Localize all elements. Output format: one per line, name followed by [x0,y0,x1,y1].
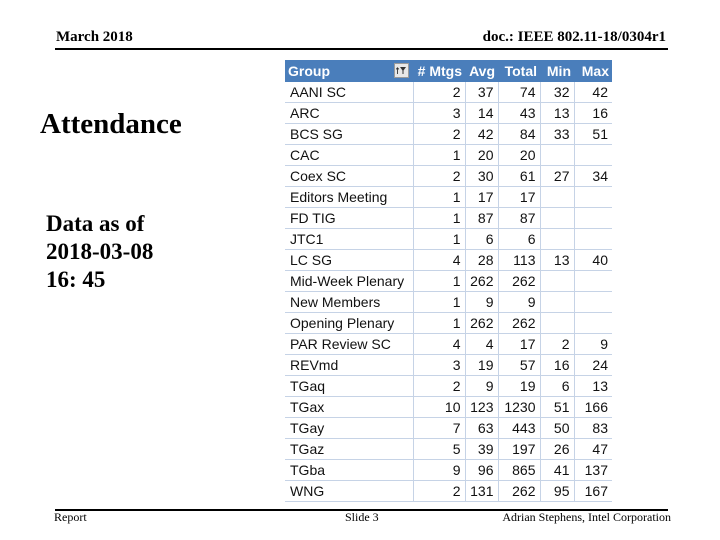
cell-min [540,208,574,229]
cell-total: 61 [498,166,540,187]
sort-filter-icon[interactable] [394,63,409,78]
cell-group: JTC1 [285,229,413,250]
table-row [285,397,612,418]
column-header-avg[interactable]: Avg [465,60,498,82]
cell-avg: 96 [465,460,498,481]
cell-min: 13 [540,103,574,124]
cell-avg: 42 [465,124,498,145]
cell-avg: 9 [465,292,498,313]
cell-total: 1230 [498,397,540,418]
cell-max [574,187,612,208]
table-row [285,334,612,355]
cell-min [540,187,574,208]
cell-group: New Members [285,292,413,313]
footer-author: Adrian Stephens, Intel Corporation [502,510,671,524]
cell-group: Opening Plenary [285,313,413,334]
cell-group: FD TIG [285,208,413,229]
table-row [285,355,612,376]
table-row [285,460,612,481]
cell-total: 57 [498,355,540,376]
cell-group: TGaz [285,439,413,460]
cell-mtgs: 1 [413,271,465,292]
column-header-total[interactable]: Total [498,60,540,82]
cell-avg: 19 [465,355,498,376]
cell-mtgs: 2 [413,481,465,502]
table-row [285,376,612,397]
header-doc-id: doc.: IEEE 802.11-18/0304r1 [482,29,666,45]
cell-mtgs: 4 [413,250,465,271]
cell-mtgs: 3 [413,355,465,376]
cell-group: AANI SC [285,82,413,103]
column-header-group[interactable] [285,60,413,82]
cell-mtgs: 2 [413,124,465,145]
subtitle-line-1: Data as of [46,211,145,236]
table-header-row [285,60,612,82]
table-row [285,103,612,124]
cell-total: 20 [498,145,540,166]
cell-total: 17 [498,334,540,355]
cell-max: 40 [574,250,612,271]
subtitle-line-3: 16: 45 [46,267,106,292]
cell-avg: 131 [465,481,498,502]
table-row [285,313,612,334]
cell-total: 19 [498,376,540,397]
cell-max [574,292,612,313]
cell-avg: 262 [465,313,498,334]
cell-total: 43 [498,103,540,124]
cell-min: 50 [540,418,574,439]
cell-total: 197 [498,439,540,460]
cell-max: 167 [574,481,612,502]
table-row [285,145,612,166]
cell-group: BCS SG [285,124,413,145]
cell-group: CAC [285,145,413,166]
cell-avg: 14 [465,103,498,124]
cell-group: Editors Meeting [285,187,413,208]
slide-subtitle [46,210,226,294]
cell-mtgs: 10 [413,397,465,418]
table-body [285,82,612,502]
cell-min: 33 [540,124,574,145]
table-row [285,208,612,229]
cell-avg: 262 [465,271,498,292]
cell-total: 262 [498,481,540,502]
subtitle-line-2: 2018-03-08 [46,239,154,264]
cell-group: TGba [285,460,413,481]
cell-total: 84 [498,124,540,145]
attendance-table [285,60,612,502]
column-header-label: Group [288,63,330,79]
table-row [285,481,612,502]
cell-min: 6 [540,376,574,397]
cell-max: 34 [574,166,612,187]
cell-mtgs: 1 [413,187,465,208]
cell-mtgs: 4 [413,334,465,355]
cell-group: Mid-Week Plenary [285,271,413,292]
cell-min: 16 [540,355,574,376]
slide-title: Attendance [40,108,182,140]
cell-min [540,229,574,250]
cell-group: TGax [285,397,413,418]
cell-total: 17 [498,187,540,208]
cell-group: TGay [285,418,413,439]
cell-mtgs: 5 [413,439,465,460]
cell-min [540,271,574,292]
cell-total: 6 [498,229,540,250]
table-row [285,271,612,292]
cell-max: 13 [574,376,612,397]
cell-mtgs: 1 [413,208,465,229]
table-row [285,166,612,187]
cell-total: 87 [498,208,540,229]
table-row [285,418,612,439]
table-row [285,439,612,460]
cell-mtgs: 1 [413,145,465,166]
column-header-min[interactable]: Min [540,60,574,82]
cell-min [540,292,574,313]
cell-total: 865 [498,460,540,481]
cell-max: 42 [574,82,612,103]
cell-max [574,313,612,334]
cell-group: LC SG [285,250,413,271]
header-rule [55,48,668,50]
cell-min: 41 [540,460,574,481]
cell-group: WNG [285,481,413,502]
cell-avg: 37 [465,82,498,103]
cell-avg: 87 [465,208,498,229]
cell-group: ARC [285,103,413,124]
cell-max: 9 [574,334,612,355]
table-row [285,229,612,250]
cell-min [540,145,574,166]
cell-total: 113 [498,250,540,271]
cell-mtgs: 9 [413,460,465,481]
cell-avg: 39 [465,439,498,460]
table-row [285,187,612,208]
cell-mtgs: 1 [413,292,465,313]
cell-mtgs: 2 [413,82,465,103]
table-row [285,292,612,313]
cell-group: TGaq [285,376,413,397]
column-header-mtgs[interactable]: # Mtgs [413,60,465,82]
cell-max [574,208,612,229]
cell-avg: 28 [465,250,498,271]
cell-min [540,313,574,334]
cell-group: Coex SC [285,166,413,187]
cell-avg: 20 [465,145,498,166]
cell-min: 51 [540,397,574,418]
table-row [285,250,612,271]
cell-mtgs: 2 [413,166,465,187]
cell-avg: 9 [465,376,498,397]
footer-left: Report [54,510,87,524]
table-row [285,82,612,103]
cell-min: 27 [540,166,574,187]
cell-min: 32 [540,82,574,103]
cell-mtgs: 1 [413,313,465,334]
cell-avg: 30 [465,166,498,187]
cell-mtgs: 2 [413,376,465,397]
cell-total: 262 [498,313,540,334]
cell-total: 443 [498,418,540,439]
header-date: March 2018 [56,29,133,45]
cell-max: 24 [574,355,612,376]
cell-total: 9 [498,292,540,313]
cell-min: 26 [540,439,574,460]
cell-max [574,229,612,250]
cell-max: 47 [574,439,612,460]
cell-avg: 17 [465,187,498,208]
cell-avg: 63 [465,418,498,439]
cell-avg: 6 [465,229,498,250]
cell-avg: 4 [465,334,498,355]
cell-total: 74 [498,82,540,103]
cell-mtgs: 1 [413,229,465,250]
cell-min: 2 [540,334,574,355]
cell-min: 95 [540,481,574,502]
cell-max [574,145,612,166]
table-row [285,124,612,145]
column-header-max[interactable]: Max [574,60,612,82]
cell-max: 137 [574,460,612,481]
footer-slide-number: Slide 3 [345,510,379,524]
cell-max: 166 [574,397,612,418]
cell-avg: 123 [465,397,498,418]
cell-max [574,271,612,292]
cell-min: 13 [540,250,574,271]
cell-max: 51 [574,124,612,145]
cell-total: 262 [498,271,540,292]
cell-max: 83 [574,418,612,439]
cell-group: PAR Review SC [285,334,413,355]
cell-group: REVmd [285,355,413,376]
cell-mtgs: 7 [413,418,465,439]
cell-mtgs: 3 [413,103,465,124]
cell-max: 16 [574,103,612,124]
